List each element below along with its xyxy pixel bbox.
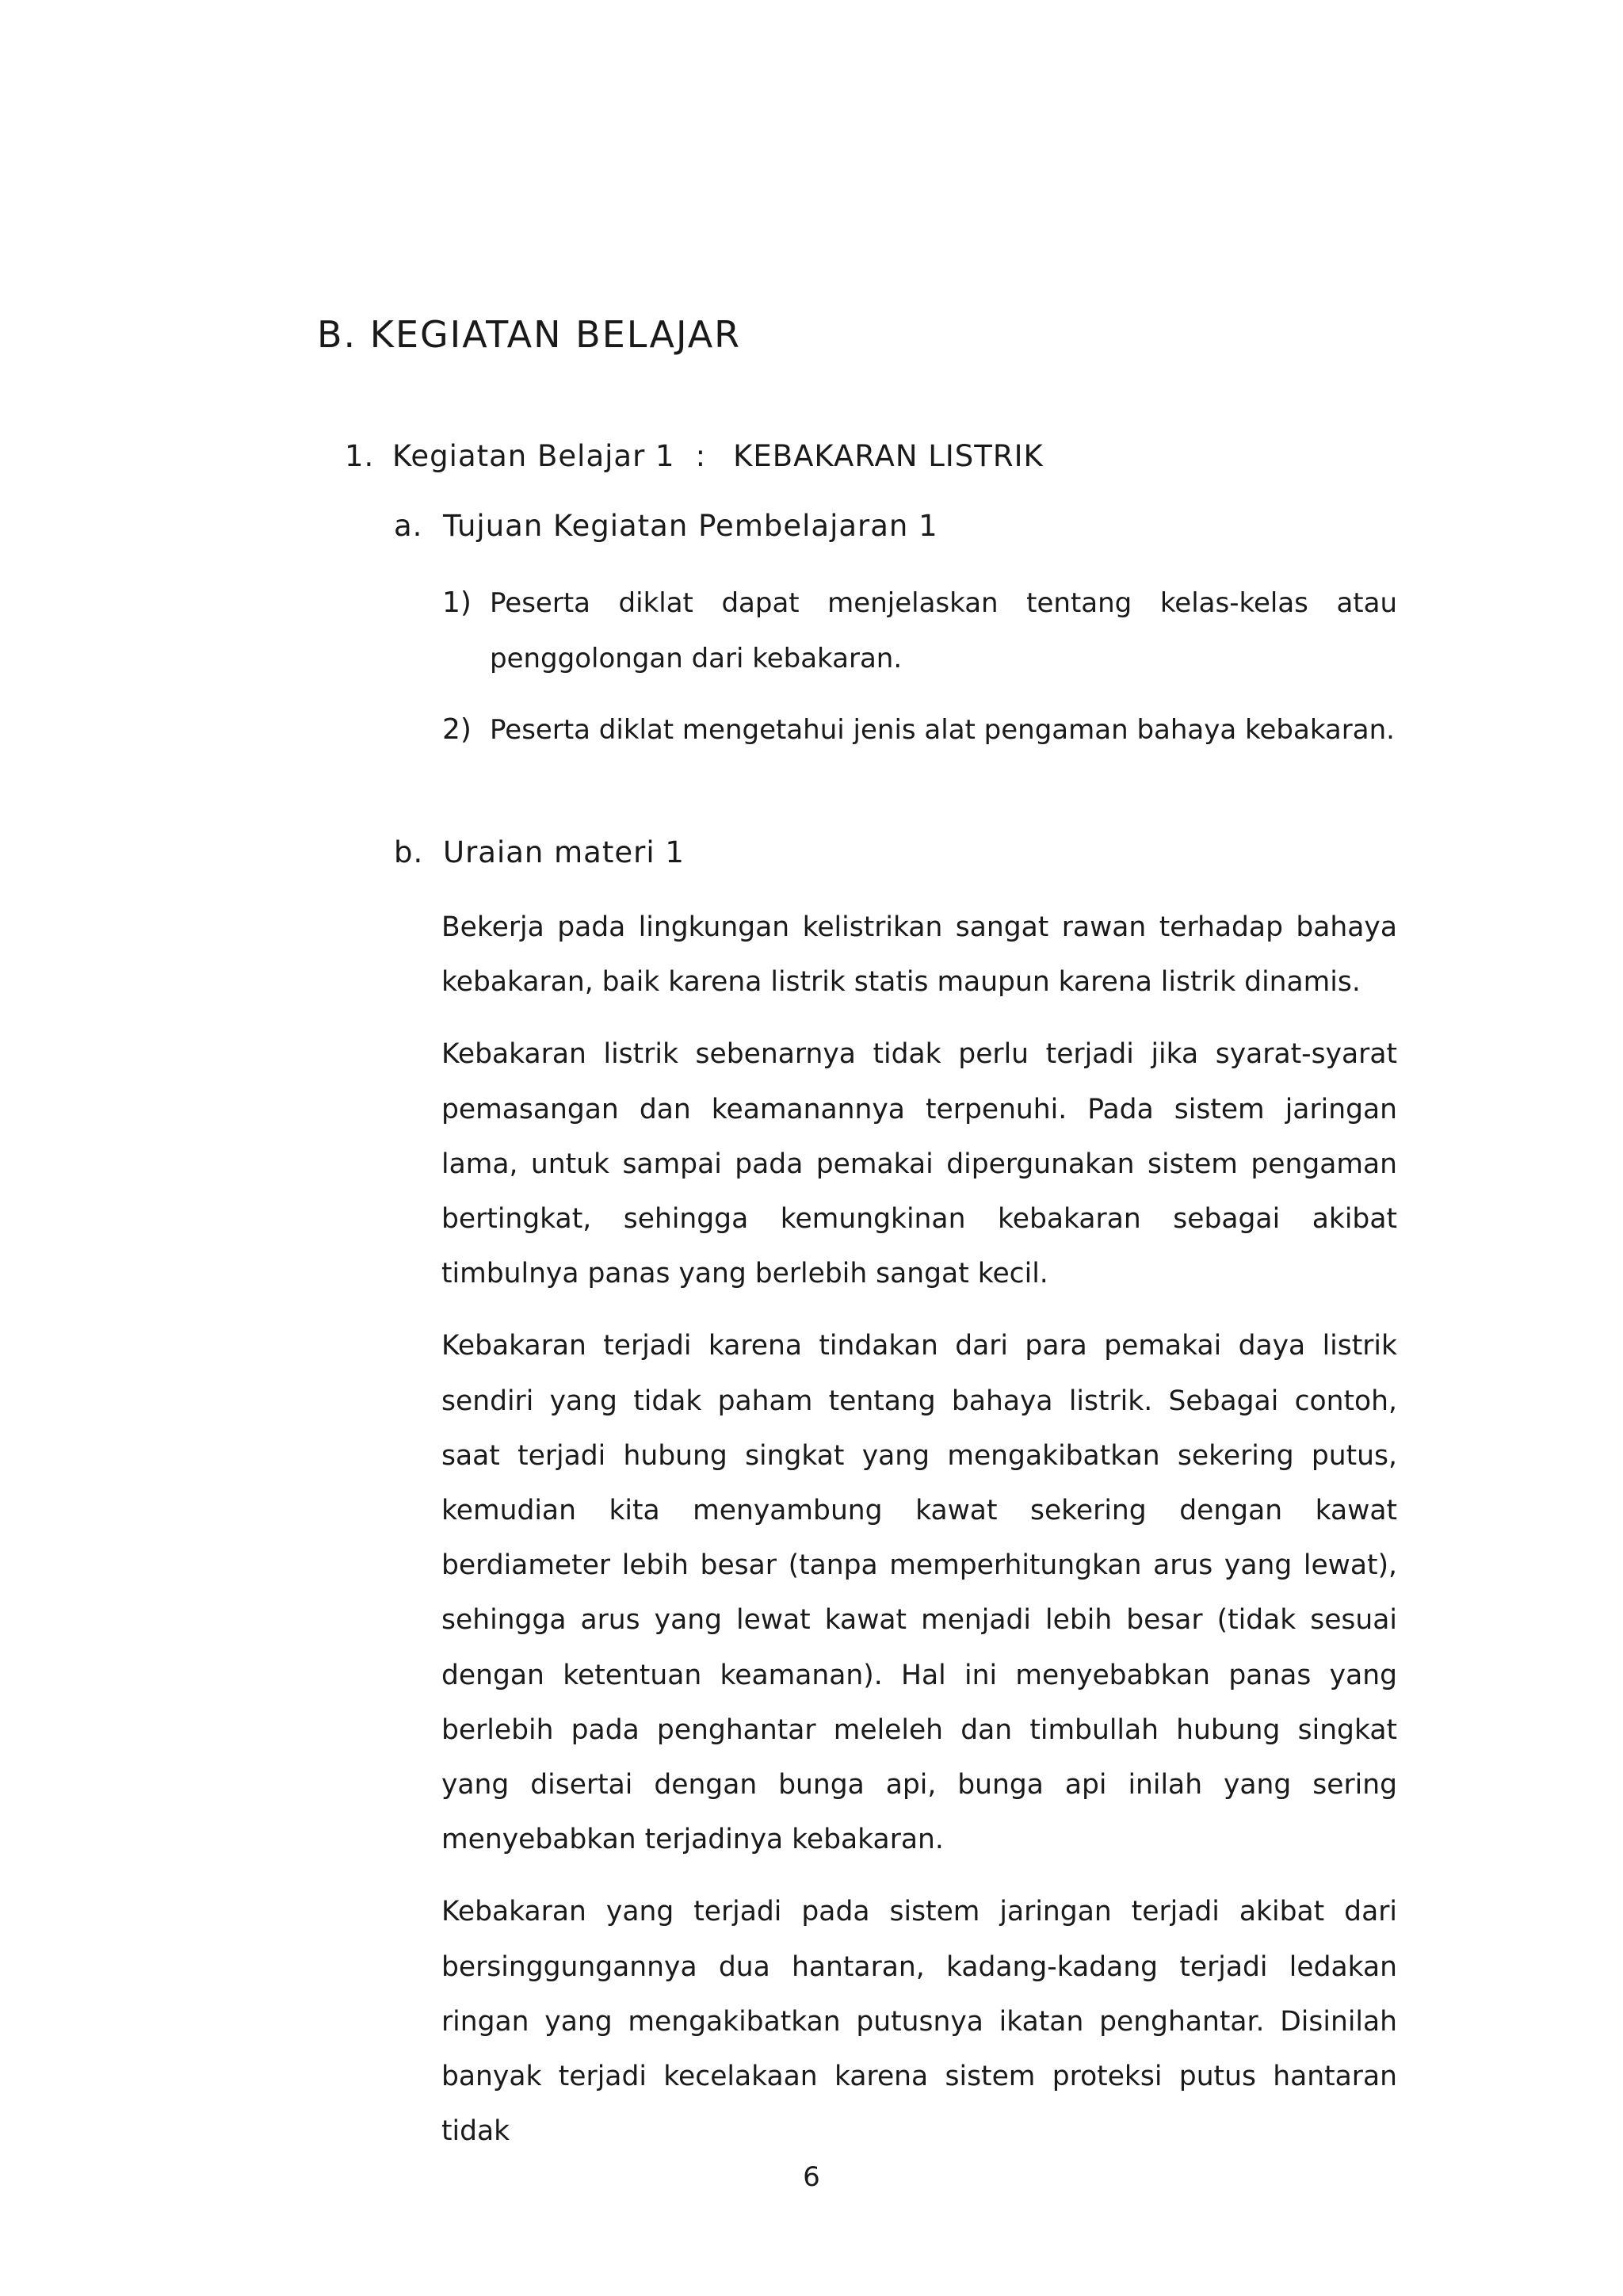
material-body: [441, 900, 1397, 2176]
objective-item: [442, 702, 1397, 758]
objectives-marker: a.: [394, 509, 423, 543]
material-marker: b.: [394, 835, 424, 869]
objectives-heading: [394, 506, 938, 547]
material-heading: [394, 832, 685, 873]
section-title: B. KEGIATAN BELAJAR: [317, 313, 742, 356]
objective-marker: 1): [442, 586, 472, 619]
objectives-list: [442, 575, 1397, 774]
body-paragraph: Kebakaran yang terjadi pada sistem jaringan terjadi akibat dari bersinggungannya dua hantaran, kadang-kadang terjadi ledakan ringan yang mengakibatkan putusnya ikatan penghantar. Disinilah banyak terjadi kecelakaan karena sistem proteksi putus hantaran tidak: [441, 1896, 1397, 2148]
body-paragraph: Kebakaran listrik sebenarnya tidak perlu terjadi jika syarat-syarat pemasangan dan keamanannya terpenuhi. Pada sistem jaringan lama, untuk sampai pada pemakai dipergunakan sistem pengaman bertingkat, sehingga kemungkinan kebakaran sebagai akibat timbulnya panas yang berlebih sangat kecil.: [441, 1038, 1397, 1290]
objective-item: [442, 575, 1397, 686]
objective-text: Peserta diklat mengetahui jenis alat pengaman bahaya kebakaran.: [490, 714, 1395, 746]
objective-marker: 2): [442, 713, 472, 746]
body-paragraph: Kebakaran terjadi karena tindakan dari para pemakai daya listrik sendiri yang tidak paham tentang bahaya listrik. Sebagai contoh, saat terjadi hubung singkat yang mengakibatkan sekering putus, kemudian kita menyambung kawat sekering dengan kawat berdiameter lebih besar (tanpa memperhitungkan arus yang lewat), sehingga arus yang lewat kawat menjadi lebih besar (tidak sesuai dengan ketentuan keamanan). Hal ini menyebabkan panas yang berlebih pada penghantar meleleh dan timbullah hubung singkat yang disertai dengan bunga api, bunga api inilah yang sering menyebabkan terjadinya kebakaran.: [441, 1330, 1397, 1856]
objective-text: Peserta diklat dapat menjelaskan tentang kelas-kelas atau penggolongan dari kebakaran.: [490, 587, 1397, 674]
activity-topic: KEBAKARAN LISTRIK: [733, 439, 1044, 473]
page-number: 6: [803, 2161, 820, 2193]
activity-heading: [345, 436, 1044, 477]
body-paragraph: Bekerja pada lingkungan kelistrikan sangat rawan terhadap bahaya kebakaran, baik karena listrik statis maupun karena listrik dinamis.: [441, 911, 1397, 999]
activity-number: 1.: [345, 439, 375, 473]
objectives-title: Tujuan Kegiatan Pembelajaran 1: [443, 509, 938, 543]
material-title: Uraian materi 1: [443, 835, 685, 869]
activity-label: Kegiatan Belajar 1: [392, 439, 675, 473]
activity-separator: :: [695, 439, 707, 473]
